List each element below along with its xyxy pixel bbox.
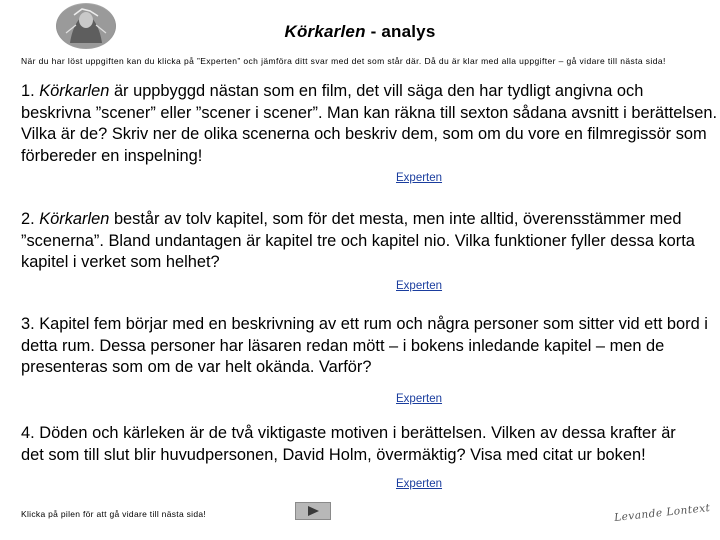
question-number: 2. xyxy=(21,210,40,228)
question-4 xyxy=(21,423,701,466)
page-title xyxy=(0,22,720,42)
next-page-button[interactable] xyxy=(295,502,331,520)
question-number: 3. xyxy=(21,315,40,333)
question-number: 1. xyxy=(21,82,40,100)
question-text: Kapitel fem börjar med en beskrivning av ett rum och några personer som sitter vid ett bord i detta rum. Dessa personer har läsaren redan mött – i bokens inledande kapitel – men de presenteras som om de var helt okända. Varför? xyxy=(21,315,708,377)
expert-link-2[interactable]: Experten xyxy=(396,280,443,292)
question-number: 4. xyxy=(21,424,40,442)
expert-link-3[interactable]: Experten xyxy=(396,393,443,405)
question-1 xyxy=(21,81,717,167)
expert-link-4[interactable]: Experten xyxy=(396,478,443,490)
question-text: Döden och kärleken är de två viktigaste motiven i berättelsen. Vilken av dessa krafter är det som till slut blir huvudpersonen, David Holm, övermäktig? Visa med citat ur boken! xyxy=(21,424,676,464)
question-text: är uppbyggd nästan som en film, det vill säga den har tydligt angivna och beskrivna ”scener” eller ”scener i scener”. Man kan räkna till sexton sådana avsnitt i berättelsen. Vilka är de? Skriv ner de olika scenerna och beskriv dem, som om du vore en filmregissör som förbereder en inspelning! xyxy=(21,82,718,165)
expert-link-1[interactable]: Experten xyxy=(396,172,443,184)
page-title-rest: - analys xyxy=(365,22,436,41)
page-title-work: Körkarlen xyxy=(284,22,366,41)
next-arrow-icon xyxy=(296,503,330,519)
work-title: Körkarlen xyxy=(39,82,110,100)
question-text: består av tolv kapitel, som för det mesta, men inte alltid, överensstämmer med ”scenerna”. Bland undantagen är kapitel tre och kapitel nio. Vilka funktioner fyller dessa korta kapitel i verket som helhet? xyxy=(21,210,695,272)
question-2 xyxy=(21,209,717,274)
question-3 xyxy=(21,314,717,379)
instruction-text: När du har löst uppgiften kan du klicka på ”Experten” och jämföra ditt svar med det som står där. Då du är klar med alla uppgifter – gå vidare till nästa sida! xyxy=(21,56,666,66)
signature: Levande Lontext xyxy=(613,501,711,525)
footer-instruction: Klicka på pilen för att gå vidare till nästa sida! xyxy=(21,509,207,519)
work-title: Körkarlen xyxy=(39,210,110,228)
